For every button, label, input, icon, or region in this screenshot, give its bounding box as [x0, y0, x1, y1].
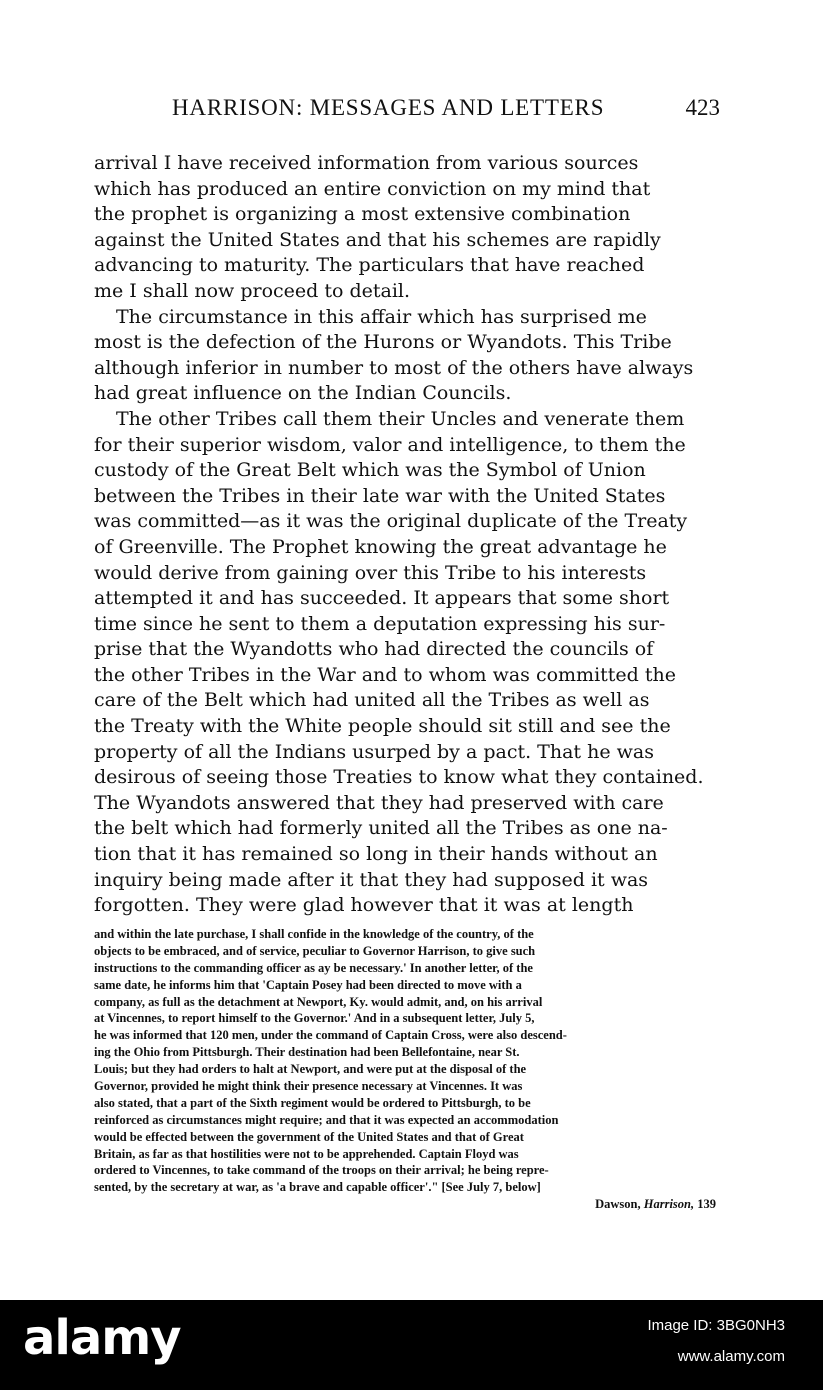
body-line: arrival I have received information from various sources: [94, 152, 639, 174]
body-text: [94, 151, 722, 919]
footnote-line: company, as full as the detachment at Newport, Ky. would admit, and, on his arrival: [94, 994, 543, 1009]
footnote-line: Governor, provided he might think their presence necessary at Vincennes. It was: [94, 1079, 523, 1094]
body-line: tion that it has remained so long in their hands without an: [94, 843, 658, 866]
page-number: 423: [685, 95, 720, 120]
paragraph: [94, 305, 722, 407]
body-line: The circumstance in this affair which has surprised me: [116, 305, 647, 328]
footnote-line: ordered to Vincennes, to take command of the troops on their arrival; he being repre-: [94, 1163, 549, 1178]
footnote-line: Britain, as far as that hostilities were not to be apprehended. Captain Floyd was: [94, 1146, 519, 1161]
footnote-line: objects to be embraced, and of service, peculiar to Governor Harrison, to give such: [94, 943, 536, 958]
body-line: for their superior wisdom, valor and intelligence, to them the: [94, 433, 686, 456]
footnote-line: would be effected between the government of the United States and that of Great: [94, 1129, 524, 1144]
footnote: [94, 926, 722, 1214]
body-line: advancing to maturity. The particulars that have reached: [94, 254, 645, 277]
footnote-line: at Vincennes, to report himself to the Governor.' And in a subsequent letter, July 5,: [94, 1011, 535, 1026]
body-line: me I shall now proceed to detail.: [94, 279, 411, 302]
citation-work: Harrison,: [643, 1197, 695, 1212]
body-line: between the Tribes in their late war with the United States: [94, 484, 666, 507]
citation-author: Dawson,: [595, 1197, 644, 1212]
image-id: Image ID: 3BG0NH3: [647, 1317, 785, 1334]
body-line: most is the defection of the Hurons or Wyandots. This Tribe: [94, 331, 672, 354]
body-line: The other Tribes call them their Uncles and venerate them: [116, 407, 685, 430]
footnote-line: he was informed that 120 men, under the command of Captain Cross, were also descend-: [94, 1028, 567, 1043]
body-line: of Greenville. The Prophet knowing the great advantage he: [94, 535, 667, 558]
footnote-line: reinforced as circumstances might require; and that it was expected an accommodation: [94, 1112, 559, 1127]
footnote-line: and within the late purchase, I shall confide in the knowledge of the country, of the: [94, 927, 534, 941]
footnote-line: also stated, that a part of the Sixth regiment would be ordered to Pittsburgh, to be: [94, 1095, 531, 1110]
body-line: custody of the Great Belt which was the Symbol of Union: [94, 459, 646, 482]
footnote-line: instructions to the commanding officer as ay be necessary.' In another letter, of the: [94, 960, 533, 975]
body-line: time since he sent to them a deputation expressing his sur-: [94, 612, 666, 635]
body-line: property of all the Indians usurped by a pact. That he was: [94, 740, 654, 763]
body-line: care of the Belt which had united all the Tribes as well as: [94, 689, 650, 712]
body-line: the other Tribes in the War and to whom was committed the: [94, 663, 676, 686]
paragraph: [94, 407, 722, 919]
body-line: which has produced an entire conviction on my mind that: [94, 177, 651, 200]
footnote-line: ing the Ohio from Pittsburgh. Their destination had been Bellefontaine, near St.: [94, 1045, 520, 1060]
paragraph: [94, 151, 722, 305]
body-line: desirous of seeing those Treaties to know what they contained.: [94, 766, 704, 789]
footnote-line: same date, he informs him that 'Captain Posey had been directed to move with a: [94, 977, 522, 992]
body-line: the prophet is organizing a most extensive combination: [94, 203, 631, 226]
body-line: the belt which had formerly united all the Tribes as one na-: [94, 817, 668, 840]
body-line: would derive from gaining over this Tribe to his interests: [94, 561, 647, 584]
body-line: forgotten. They were glad however that it was at length: [94, 894, 634, 917]
body-line: attempted it and has succeeded. It appears that some short: [94, 587, 670, 610]
alamy-logo: alamy: [23, 1310, 181, 1366]
stock-watermark-banner: [0, 1300, 823, 1390]
citation-page: 139: [694, 1197, 716, 1212]
site-url: www.alamy.com: [677, 1348, 785, 1365]
running-title: HARRISON: MESSAGES AND LETTERS: [172, 95, 605, 120]
body-line: was committed—as it was the original duplicate of the Treaty: [94, 510, 688, 533]
body-line: The Wyandots answered that they had preserved with care: [94, 791, 664, 814]
running-head: [96, 95, 720, 127]
footnote-line: Louis; but they had orders to halt at Newport, and were put at the disposal of the: [94, 1062, 527, 1077]
body-line: against the United States and that his schemes are rapidly: [94, 228, 661, 251]
body-line: although inferior in number to most of the others have always: [94, 356, 694, 379]
body-line: the Treaty with the White people should sit still and see the: [94, 715, 671, 738]
body-line: inquiry being made after it that they had supposed it was: [94, 868, 649, 891]
footnote-line: sented, by the secretary at war, as 'a brave and capable officer'." [See July 7, below]: [94, 1180, 541, 1195]
body-line: had great influence on the Indian Councils.: [94, 382, 512, 405]
body-line: prise that the Wyandotts who had directed the councils of: [94, 638, 654, 661]
footnote-citation: [94, 1196, 722, 1214]
